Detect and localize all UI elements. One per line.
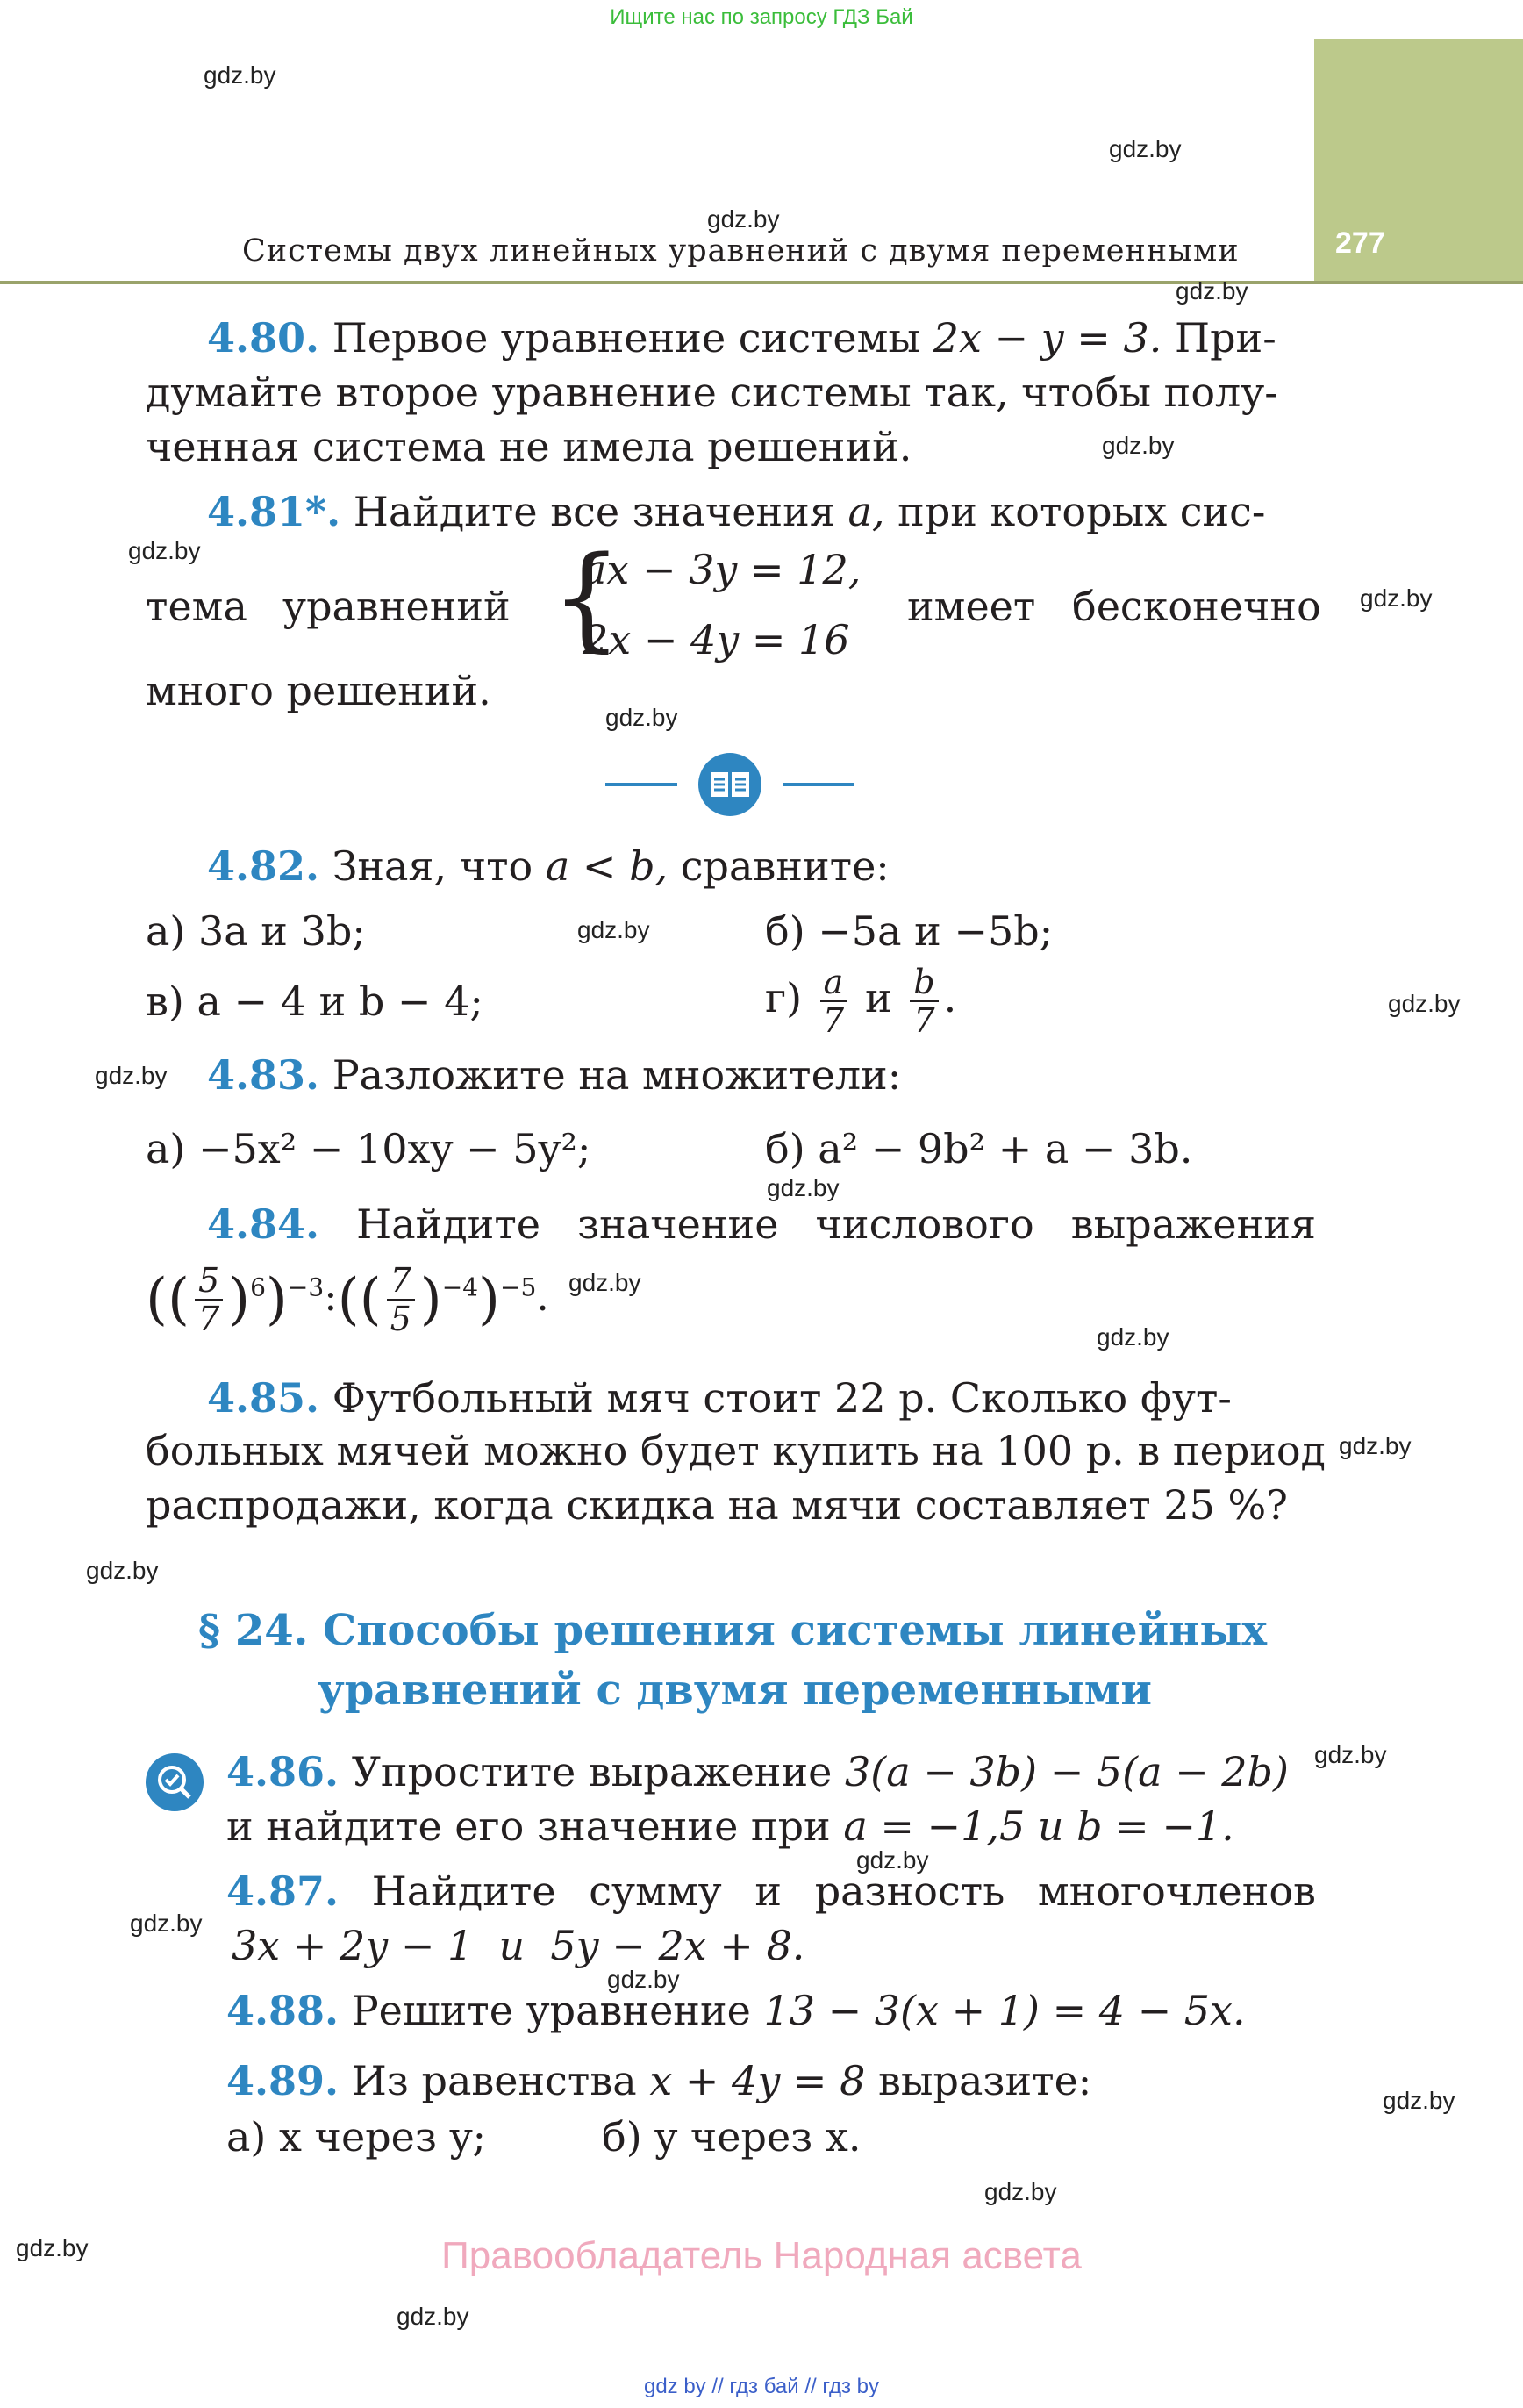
watermark: gdz.by [577,916,650,943]
page-number: 277 [1335,226,1385,260]
problem-4-87-line-2: 3x + 2y − 1 и 5y − 2x + 8. [232,1922,805,1969]
book-icon [698,753,762,816]
watermark: gdz.by [984,2178,1057,2205]
system-brace: { [551,533,623,663]
watermark: gdz.by [1314,1741,1387,1768]
problem-4-88: 4.88. Решите уравнение 13 − 3(x + 1) = 4 − 5x. [226,1987,1246,2034]
fraction: $\frac{7}{5}$ [387,1264,415,1336]
problem-number: 4.89. [226,2057,340,2104]
divider-line [605,783,677,786]
watermark: gdz.by [568,1269,641,1296]
problem-4-87-line-1: 4.87. Найдите сумму и разность многочленов [226,1867,1316,1915]
option-b: б) a² − 9b² + a − 3b. [765,1125,1193,1172]
watermark: gdz.by [1360,584,1433,612]
option-v: в) a − 4 и b − 4; [146,978,483,1025]
watermark: gdz.by [204,61,276,89]
system-equation-2: 2x − 4y = 16 [583,616,850,663]
watermark: gdz.by [397,2303,469,2330]
section-title-line-2: уравнений с двумя переменными [318,1666,1153,1715]
watermark: gdz.by [1388,990,1461,1017]
bottom-links[interactable]: gdz by // гдз бай // гдз by [643,2375,880,2398]
watermark: gdz.by [128,537,201,564]
problem-4-85-line-2: больных мячей можно будет купить на 100 р. в период [146,1427,1326,1474]
word: уравнений [282,583,511,630]
watermark: gdz.by [1383,2087,1455,2114]
problem-4-85-line-1: 4.85. Футбольный мяч стоит 22 р. Сколько фут- [207,1374,1232,1422]
watermark: gdz.by [1176,277,1248,305]
watermark: gdz.by [16,2234,89,2261]
problem-4-80-line-2: думайте второе уравнение системы так, чтобы полу- [146,369,1278,416]
watermark: gdz.by [130,1910,203,1937]
option-b: б) −5a и −5b; [765,907,1054,955]
fraction: $\frac{a}{7}$ [820,965,847,1037]
option-b: б) y через x. [602,2113,862,2161]
watermark: gdz.by [1097,1323,1169,1351]
system-equation-1: ax − 3y = 12, [583,546,862,593]
word: тема [146,583,247,630]
problem-4-84-line-1: 4.84. Найдите значение числового выражения [207,1200,1316,1248]
watermark: gdz.by [95,1062,168,1089]
problem-number: 4.83. [207,1051,320,1099]
word: имеет [907,583,1036,630]
problem-number: 4.80. [207,314,320,362]
watermark: gdz.by [605,704,678,731]
watermark: gdz.by [767,1174,840,1201]
fraction: $\frac{b}{7}$ [910,965,938,1037]
problem-4-86-line-1: 4.86. Упростите выражение 3(a − 3b) − 5(a − 2b) [226,1748,1289,1795]
problem-4-83-line-1: 4.83. Разложите на множители: [207,1051,902,1099]
problem-number: 4.84. [207,1200,320,1248]
problem-4-82-line-1: 4.82. Зная, что a < b, сравните: [207,842,890,890]
word: бесконечно [1072,583,1321,630]
problem-number: 4.85. [207,1374,320,1422]
problem-4-86-line-2: и найдите его значение при a = −1,5 и b = −1. [226,1802,1234,1850]
watermark: gdz.by [1109,135,1182,162]
problem-number: 4.87. [226,1867,340,1915]
section-title-line-1: § 24. Способы решения системы линейных [198,1606,1268,1655]
problem-number: 4.88. [226,1987,340,2034]
option-a: а) x через y; [226,2113,487,2161]
problem-4-80-line-1: 4.80. Первое уравнение системы 2x − y = 3. При- [207,314,1276,362]
option-a: а) 3a и 3b; [146,907,366,955]
expression-4-84: (( $\frac{5}{7}$ )$^6$)$^{-3}$:(( $\frac{7}{5}$ )$^{-4}$)$^{-5}$. [146,1261,549,1338]
problem-4-81-line-1: 4.81*. Найдите все значения a, при которых сис- [207,488,1266,535]
divider-line [783,783,854,786]
check-search-icon [146,1753,204,1811]
watermark: gdz.by [707,205,780,233]
watermark: gdz.by [1102,432,1175,459]
problem-4-80-line-3: ченная система не имела решений. [146,423,912,470]
option-g: г) $\frac{a}{7}$ и $\frac{b}{7}$ . [765,963,957,1040]
copyright-footer: Правообладатель Народная асвета [441,2234,1082,2277]
problem-number: 4.86. [226,1748,340,1795]
top-note[interactable]: Ищите нас по запросу ГДЗ Бай [610,5,913,29]
problem-4-81-line-3: много решений. [146,667,491,714]
problem-4-89-line-1: 4.89. Из равенства x + 4y = 8 выразите: [226,2057,1092,2104]
watermark: gdz.by [1339,1432,1412,1459]
running-head: Системы двух линейных уравнений с двумя переменными [242,233,1240,269]
header-rule [0,281,1523,284]
problem-4-85-line-3: распродажи, когда скидка на мячи составляет 25 %? [146,1481,1288,1529]
fraction: $\frac{5}{7}$ [195,1264,223,1336]
watermark: gdz.by [86,1557,159,1584]
problem-number: 4.81*. [207,488,341,535]
watermark: gdz.by [856,1846,929,1874]
option-a: а) −5x² − 10xy − 5y²; [146,1125,591,1172]
problem-number: 4.82. [207,842,320,890]
watermark: gdz.by [607,1966,680,1993]
